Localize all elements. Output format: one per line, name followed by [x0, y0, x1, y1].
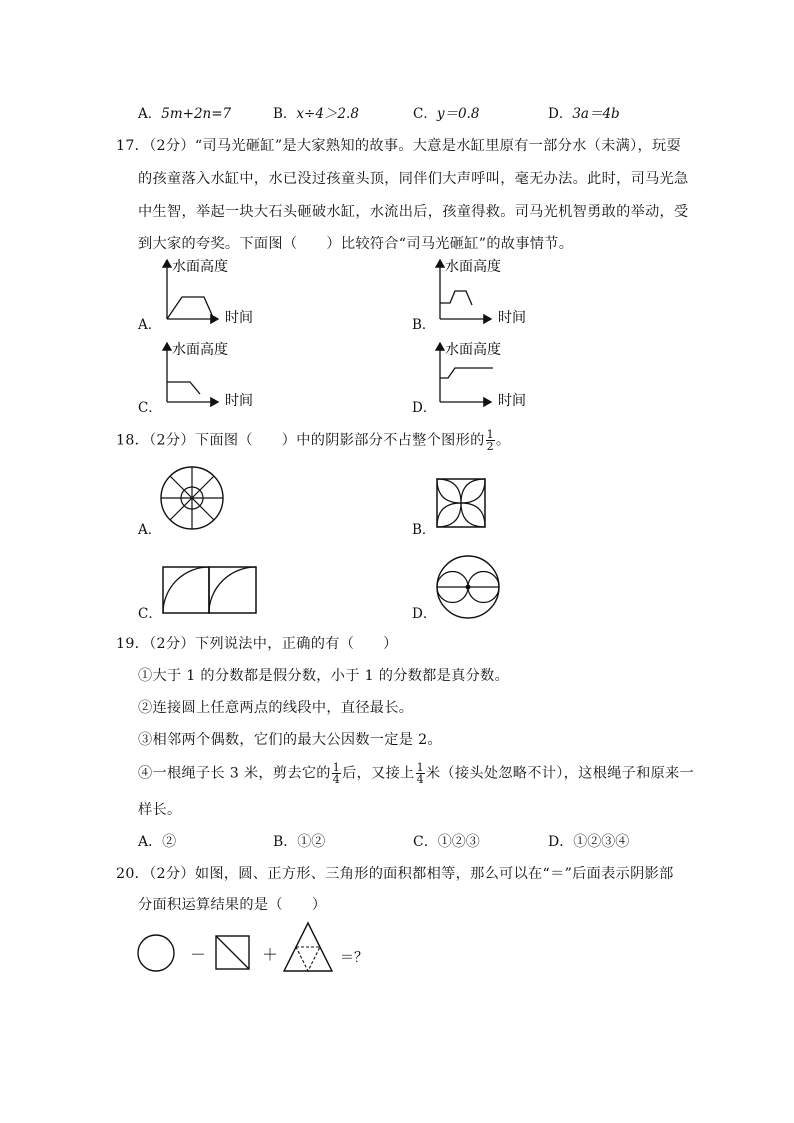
option-label: C．	[413, 834, 438, 850]
plus-sign: ＋	[262, 945, 279, 964]
q17-line-3: 中生智，举起一块大石头砸破水缸，水流出后，孩童得救。司马光机智勇敢的举动，受	[138, 204, 689, 220]
q20-circle	[138, 935, 174, 971]
option-label: B．	[273, 106, 297, 122]
option-label: C．	[413, 106, 437, 122]
q19-stem	[116, 633, 398, 653]
q16-option-b[interactable]	[273, 102, 359, 122]
option-text: ①②③④	[573, 834, 630, 850]
statement-text: 后，又接上	[342, 765, 415, 782]
question-number: 18．	[116, 432, 150, 449]
q17-line-1	[116, 135, 681, 155]
question-text: 如图，圆、正方形、三角形的面积都相等，那么可以在“＝”后面表示阴影部	[194, 866, 674, 882]
question-number: 17．	[116, 138, 150, 154]
q19-statement-3: ③相邻两个偶数，它们的最大公因数一定是 2。	[138, 732, 442, 748]
y-axis-label: 水面高度	[445, 259, 501, 275]
q16-option-d[interactable]	[548, 102, 620, 122]
q19-option-b[interactable]	[273, 831, 325, 851]
equals-question: ＝？	[340, 950, 368, 966]
y-axis-label: 水面高度	[445, 342, 501, 358]
q18-figure-d[interactable]	[437, 556, 499, 618]
frac-numerator: 1	[416, 761, 424, 774]
x-axis-label: 时间	[225, 393, 253, 409]
fraction-quarter	[332, 762, 341, 785]
x-axis-label: 时间	[225, 310, 253, 326]
q19-statement-1: ①大于 1 的分数都是假分数，小于 1 的分数都是真分数。	[138, 668, 510, 684]
q20-equation-figure	[130, 918, 390, 988]
q18-label-b[interactable]: B．	[412, 522, 436, 538]
q16-option-a[interactable]	[138, 102, 231, 122]
q17-label-d[interactable]: D．	[412, 400, 437, 416]
option-text: 5m+2n=7	[161, 106, 232, 122]
question-score: （2分）	[149, 636, 195, 652]
q19-option-d[interactable]	[548, 831, 629, 851]
q20-line-1	[116, 863, 674, 883]
q18-figure-b[interactable]	[437, 479, 485, 527]
q19-option-a[interactable]	[138, 831, 176, 851]
minus-sign: －	[190, 945, 207, 964]
q17-line-2: 的孩童落入水缸中，水已没过孩童头顶，同伴们大声呼叫，毫无办法。此时，司马光急	[138, 171, 689, 187]
option-text: ①②	[297, 834, 326, 850]
q19-option-c[interactable]	[413, 831, 480, 851]
q18-label-c[interactable]: C．	[138, 606, 162, 622]
question-text-end: 。	[495, 432, 511, 449]
option-label: D．	[548, 106, 573, 122]
q20-line-2: 分面积运算结果的是（ ）	[138, 897, 327, 913]
q17-line-4: 到大家的夸奖。下面图（ ）比较符合“司马光砸缸”的故事情节。	[138, 236, 574, 252]
question-text: 下面图（ ）中的阴影部分不占整个图形的	[194, 432, 485, 449]
q17-label-a[interactable]: A．	[138, 317, 162, 333]
statement-text: ④一根绳子长 3 米，剪去它的	[138, 765, 331, 782]
question-score: （2分）	[149, 866, 195, 882]
option-text: ②	[162, 834, 177, 850]
frac-denominator: 2	[486, 440, 494, 453]
frac-denominator: 4	[416, 773, 424, 786]
question-score: （2分）	[149, 138, 195, 154]
option-text: y＝0.8	[436, 106, 480, 122]
option-label: B．	[273, 834, 298, 850]
q18-figure-a[interactable]	[161, 467, 223, 529]
q20-triangle	[284, 923, 332, 971]
q16-option-c[interactable]	[413, 102, 479, 122]
fraction-quarter	[416, 762, 425, 785]
q19-statement-4-cont: 样长。	[138, 802, 182, 818]
frac-numerator: 1	[486, 428, 494, 441]
q19-statement-4	[138, 762, 694, 785]
question-text: “司马光砸缸”是大家熟知的故事。大意是水缸里原有一部分水（未满），玩耍	[194, 138, 681, 154]
q17-label-b[interactable]: B．	[412, 317, 436, 333]
option-text: ①②③	[437, 834, 480, 850]
frac-denominator: 4	[332, 773, 341, 786]
q18-label-a[interactable]: A．	[138, 522, 162, 538]
q17-label-c[interactable]: C．	[138, 400, 162, 416]
q18-figures	[150, 463, 530, 623]
y-axis-label: 水面高度	[172, 342, 228, 358]
q17-graph-c[interactable]	[167, 341, 253, 409]
fraction-half	[486, 429, 495, 452]
q17-graph-a[interactable]	[167, 258, 253, 326]
question-score: （2分）	[149, 432, 195, 449]
option-text: x÷4＞2.8	[296, 106, 359, 122]
question-number: 19．	[116, 636, 150, 652]
q18-stem	[116, 429, 510, 452]
q17-graphs	[130, 248, 750, 418]
option-label: D．	[548, 834, 574, 850]
q20-square	[216, 936, 249, 969]
option-label: A．	[138, 106, 162, 122]
y-axis-label: 水面高度	[172, 259, 228, 275]
statement-text: 米（接头处忽略不计），这根绳子和原来一	[425, 765, 695, 782]
x-axis-label: 时间	[498, 393, 526, 409]
q17-graph-d[interactable]	[440, 341, 526, 409]
q19-statement-2: ②连接圆上任意两点的线段中，直径最长。	[138, 700, 414, 716]
frac-numerator: 1	[332, 761, 341, 774]
option-text: 3a＝4b	[572, 106, 620, 122]
q17-graph-b[interactable]	[440, 258, 526, 326]
q18-figure-c[interactable]	[163, 567, 256, 613]
x-axis-label: 时间	[498, 310, 526, 326]
question-text: 下列说法中，正确的有（ ）	[194, 636, 398, 652]
question-number: 20．	[116, 866, 150, 882]
q18-label-d[interactable]: D．	[412, 606, 437, 622]
option-label: A．	[138, 834, 163, 850]
